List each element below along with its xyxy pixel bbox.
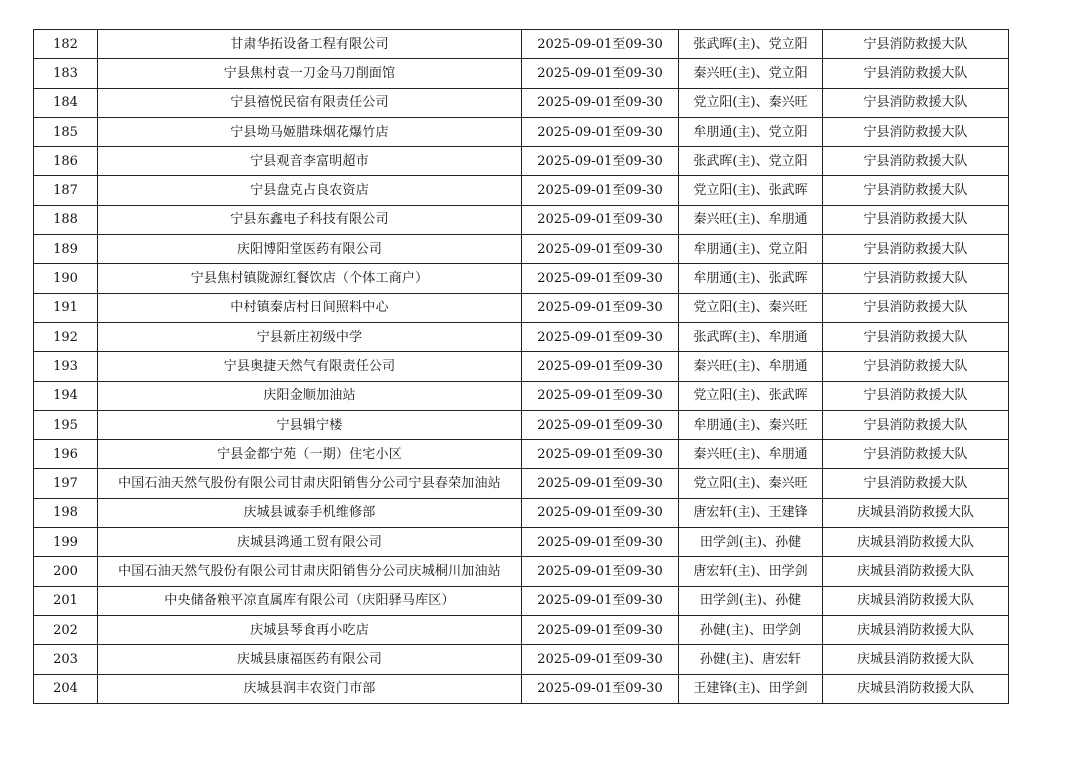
row-number-text: 199 xyxy=(53,534,78,550)
inspectors-text: 孙健(主)、唐宏轩 xyxy=(699,651,802,667)
inspectors-cell xyxy=(679,30,823,59)
responsible-unit-cell xyxy=(823,410,1009,439)
company-name-cell xyxy=(98,674,522,703)
table-row xyxy=(34,645,1009,674)
inspection-period-cell xyxy=(522,410,679,439)
inspectors-cell xyxy=(679,88,823,117)
inspectors-cell xyxy=(679,615,823,644)
inspectors-cell xyxy=(679,469,823,498)
inspectors-text: 党立阳(主)、张武晖 xyxy=(693,388,808,404)
responsible-unit-text: 宁县消防救援大队 xyxy=(863,153,968,169)
responsible-unit-cell xyxy=(823,440,1009,469)
company-name-cell xyxy=(98,322,522,351)
row-number-text: 189 xyxy=(53,241,78,257)
inspection-period-text: 2025-09-01至09-30 xyxy=(537,446,663,462)
inspectors-cell xyxy=(679,381,823,410)
responsible-unit-text: 宁县消防救援大队 xyxy=(863,358,968,374)
table-row xyxy=(34,293,1009,322)
inspection-period-text: 2025-09-01至09-30 xyxy=(537,681,663,697)
row-number-cell xyxy=(34,59,98,88)
inspectors-text: 唐宏轩(主)、田学剑 xyxy=(693,563,808,579)
company-name-text: 宁县奥捷天然气有限责任公司 xyxy=(223,358,396,374)
company-name-text: 中央储备粮平凉直属库有限公司（庆阳驿马库区） xyxy=(164,593,455,609)
responsible-unit-cell xyxy=(823,322,1009,351)
company-name-cell xyxy=(98,645,522,674)
company-name-cell xyxy=(98,88,522,117)
inspectors-cell xyxy=(679,352,823,381)
inspection-period-text: 2025-09-01至09-30 xyxy=(537,36,663,52)
responsible-unit-cell xyxy=(823,528,1009,557)
responsible-unit-cell xyxy=(823,645,1009,674)
inspection-period-cell xyxy=(522,469,679,498)
company-name-text: 中国石油天然气股份有限公司甘肃庆阳销售分公司庆城桐川加油站 xyxy=(118,563,501,579)
inspection-period-cell xyxy=(522,235,679,264)
company-name-text: 宁县禧悦民宿有限责任公司 xyxy=(230,95,389,111)
row-number-cell xyxy=(34,293,98,322)
company-name-text: 宁县辑宁楼 xyxy=(276,417,343,433)
inspectors-cell xyxy=(679,176,823,205)
table-row xyxy=(34,469,1009,498)
company-name-cell xyxy=(98,30,522,59)
row-number-cell xyxy=(34,147,98,176)
table-row xyxy=(34,322,1009,351)
table-row xyxy=(34,176,1009,205)
company-name-cell xyxy=(98,557,522,586)
responsible-unit-text: 庆城县消防救援大队 xyxy=(856,505,974,521)
company-name-text: 宁县东鑫电子科技有限公司 xyxy=(230,212,389,228)
inspectors-cell xyxy=(679,147,823,176)
table-row xyxy=(34,498,1009,527)
inspection-period-cell xyxy=(522,30,679,59)
inspectors-cell xyxy=(679,528,823,557)
company-name-cell xyxy=(98,293,522,322)
company-name-cell xyxy=(98,586,522,615)
inspectors-text: 牟朋通(主)、张武晖 xyxy=(693,271,808,287)
inspectors-cell xyxy=(679,235,823,264)
responsible-unit-cell xyxy=(823,176,1009,205)
inspection-period-text: 2025-09-01至09-30 xyxy=(537,153,663,169)
inspection-period-cell xyxy=(522,498,679,527)
row-number-cell xyxy=(34,88,98,117)
company-name-text: 庆城县润丰农资门市部 xyxy=(243,681,376,697)
inspectors-text: 张武晖(主)、党立阳 xyxy=(693,36,808,52)
responsible-unit-text: 宁县消防救援大队 xyxy=(863,124,968,140)
responsible-unit-text: 宁县消防救援大队 xyxy=(863,65,968,81)
inspection-period-text: 2025-09-01至09-30 xyxy=(537,183,663,199)
row-number-cell xyxy=(34,381,98,410)
inspection-period-text: 2025-09-01至09-30 xyxy=(537,300,663,316)
inspectors-cell xyxy=(679,322,823,351)
inspection-period-text: 2025-09-01至09-30 xyxy=(537,241,663,257)
company-name-cell xyxy=(98,59,522,88)
responsible-unit-text: 宁县消防救援大队 xyxy=(863,329,968,345)
row-number-text: 191 xyxy=(53,300,78,316)
company-name-text: 庆城县诚泰手机维修部 xyxy=(243,505,376,521)
responsible-unit-text: 庆城县消防救援大队 xyxy=(856,593,974,609)
table-row xyxy=(34,30,1009,59)
row-number-text: 200 xyxy=(53,563,78,579)
inspection-period-text: 2025-09-01至09-30 xyxy=(537,651,663,667)
inspectors-cell xyxy=(679,205,823,234)
inspection-period-cell xyxy=(522,674,679,703)
company-name-text: 宁县坳马姬腊珠烟花爆竹店 xyxy=(230,124,389,140)
table-row xyxy=(34,615,1009,644)
company-name-cell xyxy=(98,352,522,381)
inspectors-text: 唐宏轩(主)、王建锋 xyxy=(693,505,808,521)
table-row xyxy=(34,59,1009,88)
table-row xyxy=(34,352,1009,381)
responsible-unit-text: 宁县消防救援大队 xyxy=(863,212,968,228)
inspection-period-cell xyxy=(522,352,679,381)
responsible-unit-cell xyxy=(823,264,1009,293)
inspectors-text: 党立阳(主)、秦兴旺 xyxy=(693,95,808,111)
inspectors-text: 王建锋(主)、田学剑 xyxy=(693,681,808,697)
responsible-unit-cell xyxy=(823,352,1009,381)
row-number-text: 185 xyxy=(53,124,78,140)
row-number-text: 203 xyxy=(53,651,78,667)
row-number-text: 190 xyxy=(53,271,78,287)
company-name-cell xyxy=(98,615,522,644)
inspectors-cell xyxy=(679,264,823,293)
inspection-period-cell xyxy=(522,645,679,674)
inspection-period-text: 2025-09-01至09-30 xyxy=(537,622,663,638)
company-name-text: 中国石油天然气股份有限公司甘肃庆阳销售分公司宁县春荣加油站 xyxy=(118,476,501,492)
inspectors-cell xyxy=(679,293,823,322)
responsible-unit-text: 宁县消防救援大队 xyxy=(863,388,968,404)
company-name-text: 宁县盘克占良农资店 xyxy=(250,183,369,199)
row-number-cell xyxy=(34,615,98,644)
responsible-unit-text: 庆城县消防救援大队 xyxy=(856,681,974,697)
table-row xyxy=(34,440,1009,469)
row-number-cell xyxy=(34,235,98,264)
row-number-cell xyxy=(34,117,98,146)
responsible-unit-text: 宁县消防救援大队 xyxy=(863,476,968,492)
row-number-cell xyxy=(34,528,98,557)
responsible-unit-cell xyxy=(823,381,1009,410)
row-number-cell xyxy=(34,352,98,381)
company-name-text: 庆阳金顺加油站 xyxy=(263,388,356,404)
row-number-cell xyxy=(34,322,98,351)
table-row xyxy=(34,147,1009,176)
inspection-period-cell xyxy=(522,59,679,88)
inspection-period-text: 2025-09-01至09-30 xyxy=(537,593,663,609)
inspection-period-text: 2025-09-01至09-30 xyxy=(537,124,663,140)
company-name-cell xyxy=(98,235,522,264)
inspection-period-cell xyxy=(522,528,679,557)
responsible-unit-text: 宁县消防救援大队 xyxy=(863,300,968,316)
responsible-unit-text: 宁县消防救援大队 xyxy=(863,183,968,199)
inspectors-text: 田学剑(主)、孙健 xyxy=(699,593,802,609)
responsible-unit-cell xyxy=(823,293,1009,322)
responsible-unit-cell xyxy=(823,205,1009,234)
company-name-text: 宁县焦村袁一刀金马刀削面馆 xyxy=(223,65,396,81)
row-number-text: 204 xyxy=(53,681,78,697)
responsible-unit-text: 庆城县消防救援大队 xyxy=(856,651,974,667)
responsible-unit-cell xyxy=(823,88,1009,117)
inspection-period-cell xyxy=(522,615,679,644)
table-body xyxy=(34,30,1009,704)
responsible-unit-cell xyxy=(823,30,1009,59)
row-number-text: 186 xyxy=(53,153,78,169)
row-number-cell xyxy=(34,205,98,234)
table-row xyxy=(34,264,1009,293)
responsible-unit-text: 宁县消防救援大队 xyxy=(863,95,968,111)
row-number-text: 184 xyxy=(53,95,78,111)
inspectors-cell xyxy=(679,117,823,146)
inspectors-cell xyxy=(679,410,823,439)
inspectors-text: 田学剑(主)、孙健 xyxy=(699,534,802,550)
row-number-cell xyxy=(34,176,98,205)
inspection-period-text: 2025-09-01至09-30 xyxy=(537,534,663,550)
company-name-text: 宁县金都宁苑（一期）住宅小区 xyxy=(217,446,402,462)
row-number-text: 192 xyxy=(53,329,78,345)
company-name-cell xyxy=(98,205,522,234)
inspectors-text: 秦兴旺(主)、党立阳 xyxy=(693,65,808,81)
responsible-unit-cell xyxy=(823,674,1009,703)
inspection-period-text: 2025-09-01至09-30 xyxy=(537,505,663,521)
row-number-text: 196 xyxy=(53,446,78,462)
company-name-cell xyxy=(98,498,522,527)
table-row xyxy=(34,586,1009,615)
row-number-cell xyxy=(34,674,98,703)
row-number-text: 193 xyxy=(53,358,78,374)
company-name-cell xyxy=(98,147,522,176)
inspection-period-cell xyxy=(522,117,679,146)
row-number-cell xyxy=(34,410,98,439)
inspection-period-cell xyxy=(522,147,679,176)
company-name-cell xyxy=(98,381,522,410)
responsible-unit-text: 宁县消防救援大队 xyxy=(863,446,968,462)
inspection-period-text: 2025-09-01至09-30 xyxy=(537,329,663,345)
inspectors-text: 秦兴旺(主)、牟朋通 xyxy=(693,446,808,462)
row-number-cell xyxy=(34,557,98,586)
inspection-period-cell xyxy=(522,88,679,117)
row-number-text: 201 xyxy=(53,593,78,609)
inspectors-text: 张武晖(主)、党立阳 xyxy=(693,153,808,169)
inspection-period-text: 2025-09-01至09-30 xyxy=(537,388,663,404)
inspection-period-cell xyxy=(522,586,679,615)
inspection-period-text: 2025-09-01至09-30 xyxy=(537,358,663,374)
inspectors-text: 牟朋通(主)、秦兴旺 xyxy=(693,417,808,433)
table-row xyxy=(34,235,1009,264)
inspectors-text: 党立阳(主)、秦兴旺 xyxy=(693,300,808,316)
responsible-unit-text: 宁县消防救援大队 xyxy=(863,36,968,52)
company-name-cell xyxy=(98,440,522,469)
inspectors-cell xyxy=(679,674,823,703)
inspectors-cell xyxy=(679,586,823,615)
row-number-text: 198 xyxy=(53,505,78,521)
company-name-text: 甘肃华拓设备工程有限公司 xyxy=(230,36,389,52)
inspectors-cell xyxy=(679,557,823,586)
inspection-period-cell xyxy=(522,381,679,410)
inspectors-text: 牟朋通(主)、党立阳 xyxy=(693,124,808,140)
company-name-cell xyxy=(98,410,522,439)
responsible-unit-text: 庆城县消防救援大队 xyxy=(856,563,974,579)
row-number-cell xyxy=(34,469,98,498)
row-number-text: 187 xyxy=(53,183,78,199)
company-name-cell xyxy=(98,469,522,498)
responsible-unit-text: 宁县消防救援大队 xyxy=(863,241,968,257)
responsible-unit-cell xyxy=(823,557,1009,586)
company-name-cell xyxy=(98,528,522,557)
inspectors-cell xyxy=(679,645,823,674)
inspection-period-text: 2025-09-01至09-30 xyxy=(537,417,663,433)
company-name-text: 庆阳博阳堂医药有限公司 xyxy=(236,241,383,257)
table-row xyxy=(34,557,1009,586)
responsible-unit-cell xyxy=(823,117,1009,146)
responsible-unit-cell xyxy=(823,498,1009,527)
responsible-unit-text: 宁县消防救援大队 xyxy=(863,271,968,287)
inspection-period-text: 2025-09-01至09-30 xyxy=(537,563,663,579)
inspectors-text: 党立阳(主)、秦兴旺 xyxy=(693,476,808,492)
inspection-period-cell xyxy=(522,557,679,586)
row-number-text: 183 xyxy=(53,65,78,81)
inspectors-cell xyxy=(679,440,823,469)
row-number-text: 195 xyxy=(53,417,78,433)
table-row xyxy=(34,410,1009,439)
inspection-period-cell xyxy=(522,264,679,293)
inspectors-text: 秦兴旺(主)、牟朋通 xyxy=(693,358,808,374)
company-name-text: 宁县焦村镇陇源红餐饮店（个体工商户） xyxy=(190,271,429,287)
row-number-text: 188 xyxy=(53,212,78,228)
inspectors-text: 牟朋通(主)、党立阳 xyxy=(693,241,808,257)
inspection-period-text: 2025-09-01至09-30 xyxy=(537,65,663,81)
row-number-text: 197 xyxy=(53,476,78,492)
company-name-text: 宁县观音李富明超市 xyxy=(250,153,369,169)
company-name-cell xyxy=(98,176,522,205)
inspection-period-cell xyxy=(522,176,679,205)
row-number-cell xyxy=(34,264,98,293)
responsible-unit-cell xyxy=(823,235,1009,264)
inspection-period-text: 2025-09-01至09-30 xyxy=(537,95,663,111)
responsible-unit-cell xyxy=(823,586,1009,615)
inspectors-cell xyxy=(679,59,823,88)
inspection-period-text: 2025-09-01至09-30 xyxy=(537,271,663,287)
responsible-unit-cell xyxy=(823,59,1009,88)
company-name-text: 宁县新庄初级中学 xyxy=(256,329,363,345)
table-row xyxy=(34,205,1009,234)
inspectors-text: 张武晖(主)、牟朋通 xyxy=(693,329,808,345)
row-number-cell xyxy=(34,440,98,469)
inspection-period-text: 2025-09-01至09-30 xyxy=(537,212,663,228)
row-number-cell xyxy=(34,645,98,674)
inspection-schedule-table xyxy=(33,29,1009,704)
row-number-cell xyxy=(34,30,98,59)
row-number-cell xyxy=(34,498,98,527)
company-name-cell xyxy=(98,264,522,293)
company-name-text: 中村镇秦店村日间照料中心 xyxy=(230,300,389,316)
inspectors-text: 党立阳(主)、张武晖 xyxy=(693,183,808,199)
responsible-unit-cell xyxy=(823,615,1009,644)
company-name-cell xyxy=(98,117,522,146)
company-name-text: 庆城县康福医药有限公司 xyxy=(236,651,383,667)
table-row xyxy=(34,88,1009,117)
row-number-text: 182 xyxy=(53,36,78,52)
company-name-text: 庆城县琴食再小吃店 xyxy=(250,622,369,638)
table-row xyxy=(34,528,1009,557)
row-number-text: 202 xyxy=(53,622,78,638)
responsible-unit-text: 宁县消防救援大队 xyxy=(863,417,968,433)
responsible-unit-text: 庆城县消防救援大队 xyxy=(856,534,974,550)
inspectors-cell xyxy=(679,498,823,527)
table-row xyxy=(34,381,1009,410)
row-number-cell xyxy=(34,586,98,615)
inspectors-text: 秦兴旺(主)、牟朋通 xyxy=(693,212,808,228)
inspection-period-cell xyxy=(522,205,679,234)
responsible-unit-cell xyxy=(823,469,1009,498)
company-name-text: 庆城县鸿通工贸有限公司 xyxy=(236,534,383,550)
responsible-unit-text: 庆城县消防救援大队 xyxy=(856,622,974,638)
inspection-period-text: 2025-09-01至09-30 xyxy=(537,476,663,492)
table-row xyxy=(34,117,1009,146)
row-number-text: 194 xyxy=(53,388,78,404)
responsible-unit-cell xyxy=(823,147,1009,176)
inspection-period-cell xyxy=(522,440,679,469)
inspection-table-page xyxy=(33,29,1009,704)
inspectors-text: 孙健(主)、田学剑 xyxy=(699,622,802,638)
inspection-period-cell xyxy=(522,322,679,351)
table-row xyxy=(34,674,1009,703)
inspection-period-cell xyxy=(522,293,679,322)
